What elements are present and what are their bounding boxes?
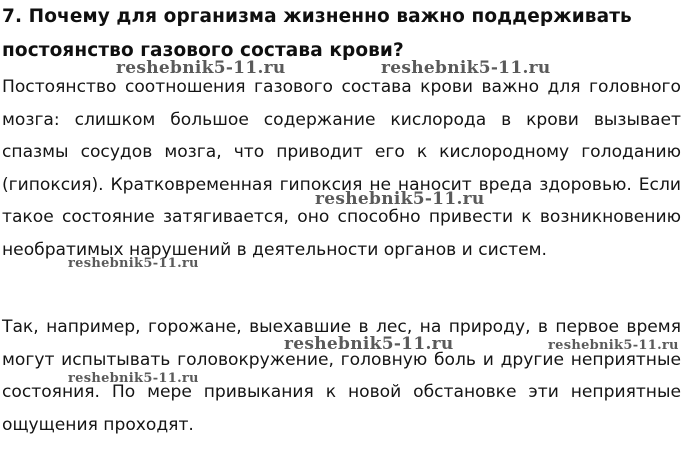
question-heading [2,0,684,68]
answer-paragraph-1: Постоянство соотношения газового состава крови важно для головного мозга: слишком большое содержание кислорода в крови вызывает спазмы сосудов мозга, что приводит его к кислородному голоданию (гипоксия). Кратковременная гипоксия не наносит вреда здоровью. Если такое состояние затягивается, оно способно привести к возникновению необратимых нарушений в деятельности органов и систем. [2,77,681,260]
watermark: reshebnik5-11.ru [68,256,199,271]
watermark: reshebnik5-11.ru [284,334,454,354]
watermark: reshebnik5-11.ru [315,189,485,209]
watermark: reshebnik5-11.ru [68,371,199,386]
watermark: reshebnik5-11.ru [381,58,551,78]
watermark: reshebnik5-11.ru [548,338,679,353]
question-number: 7. [2,6,23,27]
watermark: reshebnik5-11.ru [116,58,286,78]
question-title: Почему для организма жизненно важно поддерживать постоянство газового состава крови? [2,6,632,61]
answer-paragraph-2: Так, например, горожане, выехавшие в лес, на природу, в первое время могут испытывать головокружение, головную боль и другие неприятные состояния. По мере привыкания к новой обстановке эти неприятные ощущения проходят. [2,317,681,435]
